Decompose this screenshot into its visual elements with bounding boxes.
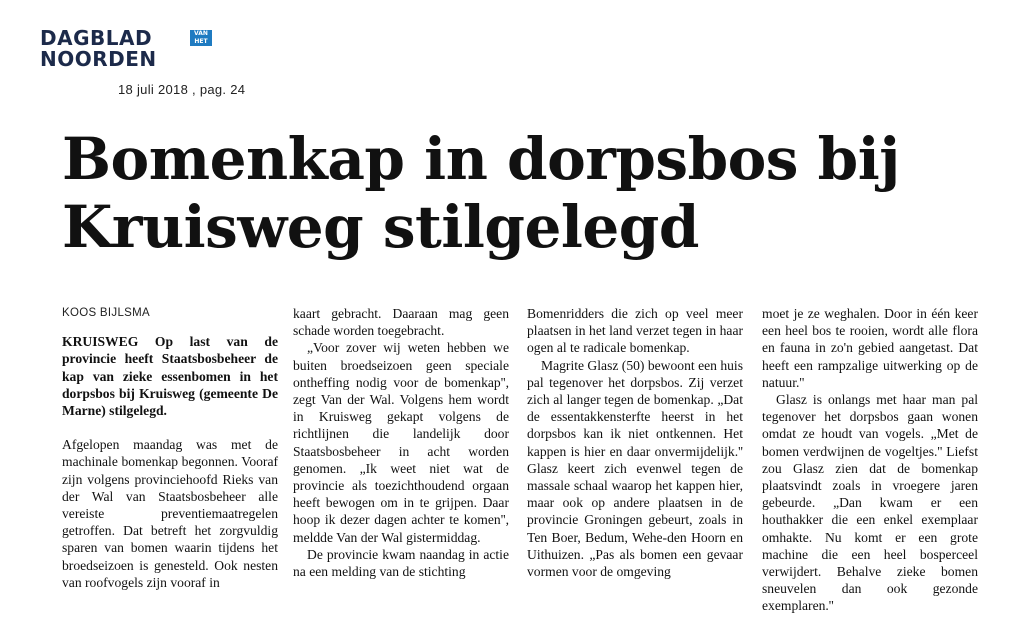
column-4-text-a: moet je ze weghalen. Door in één keer een heel bos te rooien, wordt alle flora en fauna in zo'n gebied aangetast. Dat heeft een rampzalige uitwerking op de natuur.'' [762, 306, 978, 390]
column-3-text-b: Magrite Glasz (50) bewoont een huis pal tegenover het dorpsbos. Zij verzet zich al langer tegen de bomenkap. „Dat de essentakkensterfte heerst in het dorpsbos kan ik niet ontkennen. Het kappen is hier en daar onvermijdelijk.'' Glasz keert zich evenwel tegen de massale schaal waarop het kappen hier, maar ook op andere plaatsen in de provincie Groningen gebeurt, zoals in Ten Boer, Bedum, Wehe-den Hoorn en Uithuizen. „Pas als bomen een gevaar vormen voor de omgeving [527, 357, 743, 580]
paragraph-glasz-vogels: Glasz is onlangs met haar man pal tegenover het dorpsbos gaan wonen omdat ze houdt van vogels. „Met de bomen verdwijnen de vogeltjes.'' Liefst zou Glasz zien dat de bomenkap plaatsvindt zoals in vroegere jaren gebeurde. „Dan kwam er een houthakker die een enkel exemplaar omhakte. Nu komt er een grote machine die een heel bosperceel verwijdert. Behalve zieke bomen sneuvelen dan ook gezonde exemplaren.'' [762, 392, 978, 614]
column-3-text-a: Bomenridders die zich op veel meer plaatsen in het land verzet tegen in haar ogen al te radicale bomenkap. [527, 306, 743, 356]
article-column-3 [527, 305, 743, 580]
masthead-line-2: NOORDEN [40, 47, 157, 71]
article-column-4 [762, 305, 978, 615]
paragraph-quote-van-der-wal: „Voor zover wij weten hebben we buiten broedseizoen geen speciale ontheffing nodig voor de bomenkap'', zegt Van der Wal. Volgens hem wordt in Kruisweg gekapt volgens de richtlijnen die landelijk door Staatsbosbeheer in acht worden genomen. „Ik weet niet wat de provincie als toezichthoudend orgaan heeft bewogen om in te grijpen. Daar hoop ik dezer dagen achter te komen'', meldde Van der Wal gistermiddag. [293, 340, 509, 545]
masthead-badge: VAN HET [190, 30, 212, 46]
lead-place: KRUISWEG [62, 334, 139, 350]
newspaper-masthead [40, 28, 210, 74]
article-column-1 [62, 305, 278, 591]
masthead-line-1: DAGBLAD [40, 26, 153, 50]
lead-text: Op last van de provincie heeft Staatsbosbeheer de kap van zieke essenbomen in het dorpsbos bij Kruisweg (gemeente De Marne) stilgelegd. [62, 334, 278, 419]
article-author: KOOS BIJLSMA [62, 307, 150, 319]
article-lead [62, 333, 278, 419]
column-2-text-c: De provincie kwam naandag in actie na een melding van de stichting [293, 546, 509, 580]
column-1-text: Afgelopen maandag was met de machinale bomenkap begonnen. Vooraf zijn volgens provinciehoofd Rieks van der Wal van Staatsbosbeheer alle vereiste preventiemaatregelen getroffen. Dat betreft het zorgvuldig sparen van bomen waarin tijdens het broedseizoen is genesteld. Ook nesten van roofvogels zijn vooraf in [62, 437, 278, 590]
publication-dateline: 18 juli 2018 , pag. 24 [118, 82, 246, 97]
article-headline: Bomenkap in dorpsbos bij Kruisweg stilgelegd [62, 125, 900, 261]
article-column-2 [293, 305, 509, 580]
column-2-text-a: kaart gebracht. Daaraan mag geen schade worden toegebracht. [293, 306, 509, 339]
